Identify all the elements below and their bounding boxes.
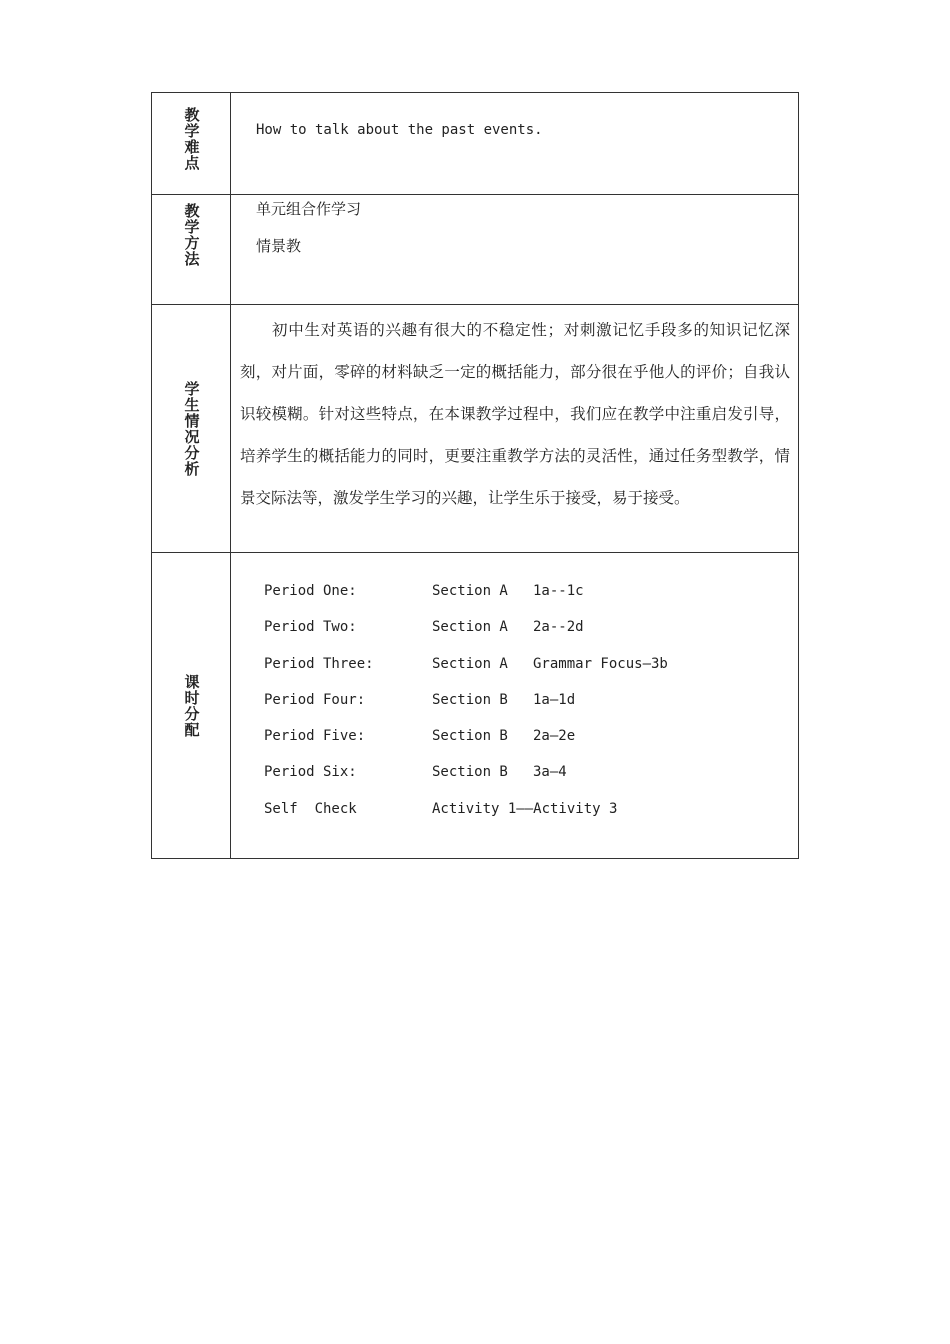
period-name: Period Five: <box>264 728 366 745</box>
period-range: 2a--2d <box>533 619 584 636</box>
period-row <box>264 653 798 689</box>
methods-label: 教学方法 <box>182 203 201 267</box>
row-teaching-methods <box>152 194 798 304</box>
methods-content <box>231 195 798 304</box>
method-item: 情景教 <box>256 237 302 255</box>
students-label: 学生情况分析 <box>182 380 201 477</box>
lesson-plan-table <box>151 92 799 859</box>
period-range: 2a—2e <box>533 728 576 745</box>
period-section: Section B <box>432 764 508 781</box>
period-range: 1a--1c <box>533 583 584 599</box>
difficulty-content <box>231 93 798 194</box>
row-label <box>152 553 231 858</box>
method-item: 单元组合作学习 <box>256 200 362 218</box>
period-row <box>264 798 798 834</box>
period-section: Activity 1——Activity 3 <box>432 800 618 817</box>
schedule-label: 课时分配 <box>182 673 201 738</box>
students-content <box>231 305 798 552</box>
period-name: Period Four: <box>264 691 366 708</box>
row-student-analysis <box>152 304 798 552</box>
difficulty-label: 教学难点 <box>182 107 201 171</box>
period-name: Period Two: <box>264 619 357 636</box>
row-label <box>152 93 231 194</box>
students-paragraph: 初中生对英语的兴趣有很大的不稳定性；对刺激记忆手段多的知识记忆深刻，对片面，零碎的材料缺乏一定的概括能力，部分很在乎他人的评价；自我认识较模糊。针对这些特点，在本课教学过程中，我们应在教学中注重启发引导，培养学生的概括能力的同时，更要注重教学方法的灵活性，通过任务型教学，情景交际法等，激发学生学习的兴趣，让学生乐于接受，易于接受。 <box>240 321 790 507</box>
period-section: Section A <box>432 583 508 599</box>
period-section: Section A <box>432 655 508 672</box>
schedule-content <box>231 553 798 858</box>
period-section: Section B <box>432 691 508 708</box>
period-section: Section A <box>432 619 508 636</box>
row-period-schedule <box>152 552 798 858</box>
period-range: Grammar Focus—3b <box>533 655 668 672</box>
period-row <box>264 689 798 725</box>
period-range: 1a—1d <box>533 691 576 708</box>
period-range: 3a—4 <box>533 764 567 781</box>
period-name: Self Check <box>264 800 357 817</box>
period-name: Period One: <box>264 583 357 599</box>
period-name: Period Six: <box>264 764 357 781</box>
period-row <box>264 725 798 761</box>
row-label <box>152 305 231 552</box>
period-row <box>264 580 798 616</box>
period-row <box>264 616 798 652</box>
period-section: Section B <box>432 728 508 745</box>
row-label <box>152 195 231 304</box>
difficulty-text: How to talk about the past events. <box>256 122 543 138</box>
period-name: Period Three: <box>264 655 374 672</box>
row-teaching-difficulty <box>152 93 798 194</box>
period-row <box>264 761 798 797</box>
